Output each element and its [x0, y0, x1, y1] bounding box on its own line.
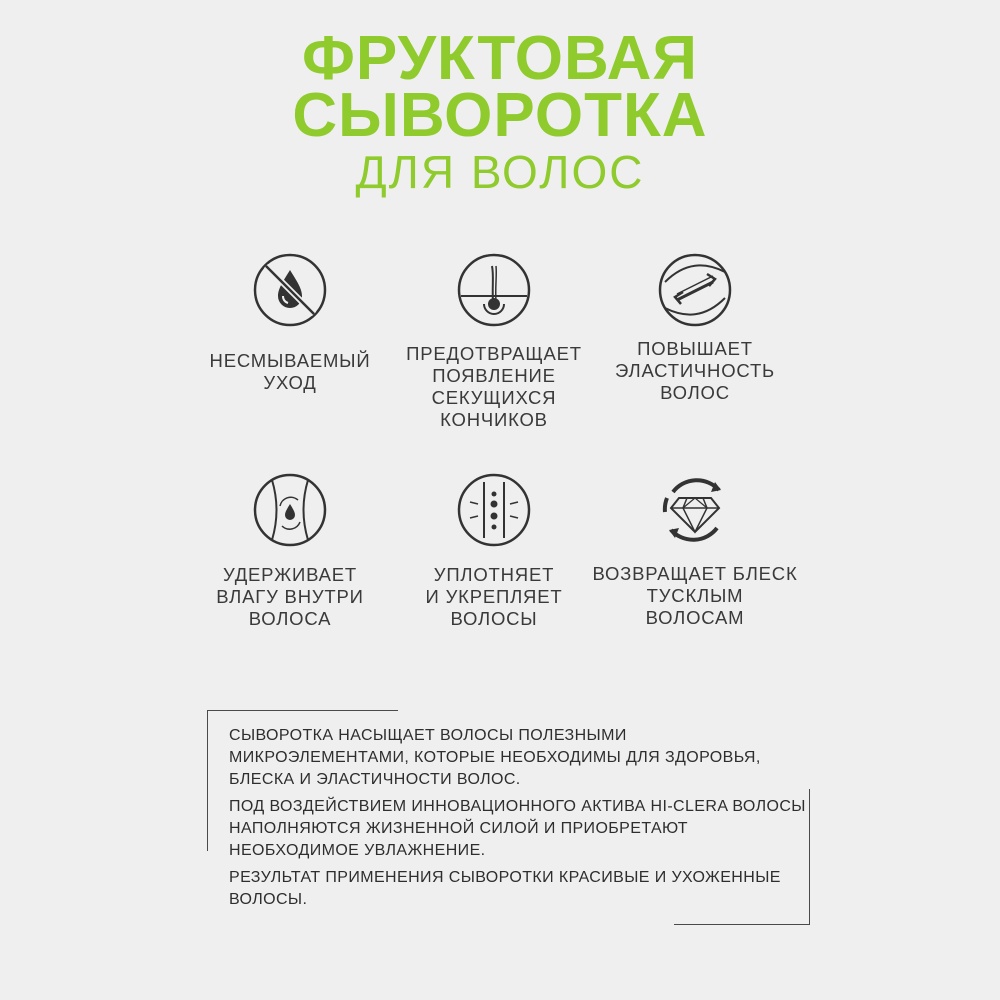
- hair-follicle-icon: [456, 252, 532, 328]
- product-title: [0, 24, 1000, 200]
- no-rinse-drop-icon: [252, 252, 328, 328]
- feature-label: ВОЗВРАЩАЕТ БЛЕСК ТУСКЛЫМ ВОЛОСАМ: [592, 563, 798, 628]
- title-line-1: ФРУКТОВАЯ: [302, 24, 698, 93]
- elasticity-icon: [657, 252, 733, 328]
- description-paragraph-3: РЕЗУЛЬТАТ ПРИМЕНЕНИЯ СЫВОРОТКИ КРАСИВЫЕ И УХОЖЕННЫЕ ВОЛОСЫ.: [229, 869, 781, 908]
- feature-moisture: [185, 472, 395, 630]
- feature-label: НЕСМЫВАЕМЫЙ УХОД: [209, 350, 371, 393]
- description-box: [207, 710, 810, 925]
- feature-strengthen: [389, 472, 599, 630]
- description-text: [229, 725, 809, 916]
- feature-label: ПОВЫШАЕТ ЭЛАСТИЧНОСТЬ ВОЛОС: [615, 338, 775, 403]
- title-line-3: ДЛЯ ВОЛОС: [355, 146, 645, 198]
- feature-label: УДЕРЖИВАЕТ ВЛАГУ ВНУТРИ ВОЛОСА: [216, 564, 364, 629]
- diamond-shine-icon: [657, 472, 733, 548]
- feature-split-ends: [389, 252, 599, 431]
- feature-shine: [590, 472, 800, 629]
- feature-elasticity: [590, 252, 800, 404]
- moisture-hair-icon: [252, 472, 328, 548]
- description-paragraph-2: ПОД ВОЗДЕЙСТВИЕМ ИННОВАЦИОННОГО АКТИВА HI-CLERA ВОЛОСЫ НАПОЛНЯЮТСЯ ЖИЗНЕННОЙ СИЛОЙ И ПРИОБРЕТАЮТ НЕОБХОДИМОЕ УВЛАЖНЕНИЕ.: [229, 798, 806, 859]
- title-line-2: СЫВОРОТКА: [292, 81, 708, 150]
- feature-leave-in: [185, 252, 395, 394]
- description-paragraph-1: СЫВОРОТКА НАСЫЩАЕТ ВОЛОСЫ ПОЛЕЗНЫМИ МИКРОЭЛЕМЕНТАМИ, КОТОРЫЕ НЕОБХОДИМЫ ДЛЯ ЗДОРОВЬЯ, БЛЕСКА И ЭЛАСТИЧНОСТИ ВОЛОС.: [229, 727, 761, 788]
- feature-label: УПЛОТНЯЕТ И УКРЕПЛЯЕТ ВОЛОСЫ: [425, 564, 563, 629]
- strengthen-hair-icon: [456, 472, 532, 548]
- feature-label: ПРЕДОТВРАЩАЕТ ПОЯВЛЕНИЕ СЕКУЩИХСЯ КОНЧИКОВ: [406, 343, 582, 430]
